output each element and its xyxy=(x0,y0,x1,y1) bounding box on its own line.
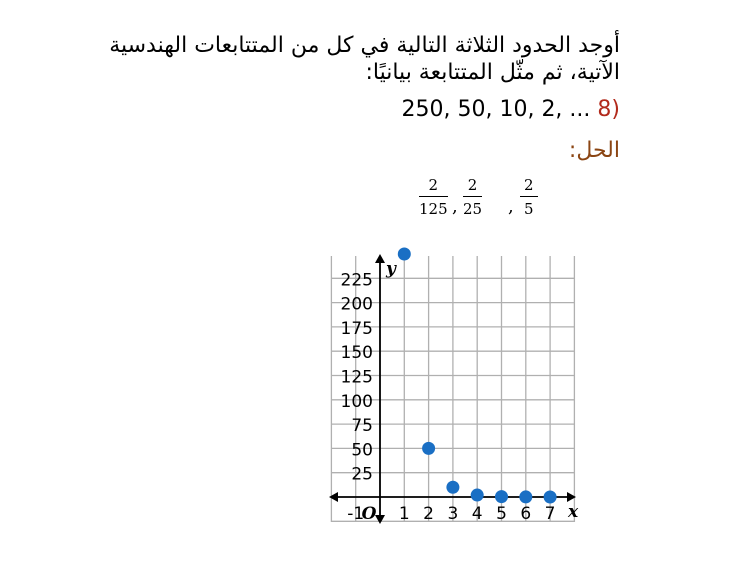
answer-1-denominator: 5 xyxy=(524,200,534,218)
y-axis-label: y xyxy=(386,259,396,279)
data-point xyxy=(495,490,508,503)
question-line-2: الآتية، ثم مثّل المتتابعة بيانيًا: xyxy=(365,60,620,85)
x-tick-label: 6 xyxy=(520,504,532,524)
y-tick-label: 200 xyxy=(340,294,373,315)
x-axis-label: x xyxy=(568,502,579,522)
question-line-1: أوجد الحدود الثلاثة التالية في كل من المتتابعات الهندسية xyxy=(109,33,620,58)
x-tick-label: -1 xyxy=(347,504,365,524)
y-axis-arrow-up xyxy=(375,254,385,263)
answer-2-numerator: 2 xyxy=(463,176,482,197)
y-tick-label: 50 xyxy=(351,440,373,461)
data-point xyxy=(422,442,435,455)
data-point xyxy=(398,248,411,261)
answer-separator-1: , xyxy=(508,196,514,217)
x-axis-arrow-left xyxy=(329,492,338,502)
data-point xyxy=(544,490,557,503)
x-tick-label: 2 xyxy=(423,504,435,524)
y-tick-label: 100 xyxy=(340,391,373,412)
x-tick-label: 3 xyxy=(447,504,459,524)
origin-label: O xyxy=(361,504,377,524)
x-tick-label: 7 xyxy=(544,504,556,524)
problem-number: 8) xyxy=(597,97,620,122)
x-tick-label: 5 xyxy=(496,504,507,524)
problem-sequence: 250, 50, 10, 2, ... xyxy=(401,97,591,122)
x-tick-label: 1 xyxy=(398,504,410,524)
y-tick-label: 25 xyxy=(351,464,373,485)
y-axis-arrow-down xyxy=(375,515,385,524)
answer-3-numerator: 2 xyxy=(419,176,448,197)
data-point xyxy=(519,490,532,503)
answer-separator-2: , xyxy=(452,196,458,217)
solution-label: الحل: xyxy=(568,138,620,163)
x-tick-label: 4 xyxy=(471,504,483,524)
y-tick-label: 175 xyxy=(340,318,373,339)
data-point xyxy=(446,481,459,494)
answer-2-denominator: 25 xyxy=(463,200,483,218)
y-tick-label: 75 xyxy=(351,416,373,437)
answer-3-denominator: 125 xyxy=(419,200,448,218)
y-tick-label: 150 xyxy=(340,343,373,364)
y-tick-label: 125 xyxy=(340,367,373,388)
y-tick-label: 225 xyxy=(340,270,373,291)
answer-1-numerator: 2 xyxy=(520,176,538,197)
data-point xyxy=(471,489,484,502)
